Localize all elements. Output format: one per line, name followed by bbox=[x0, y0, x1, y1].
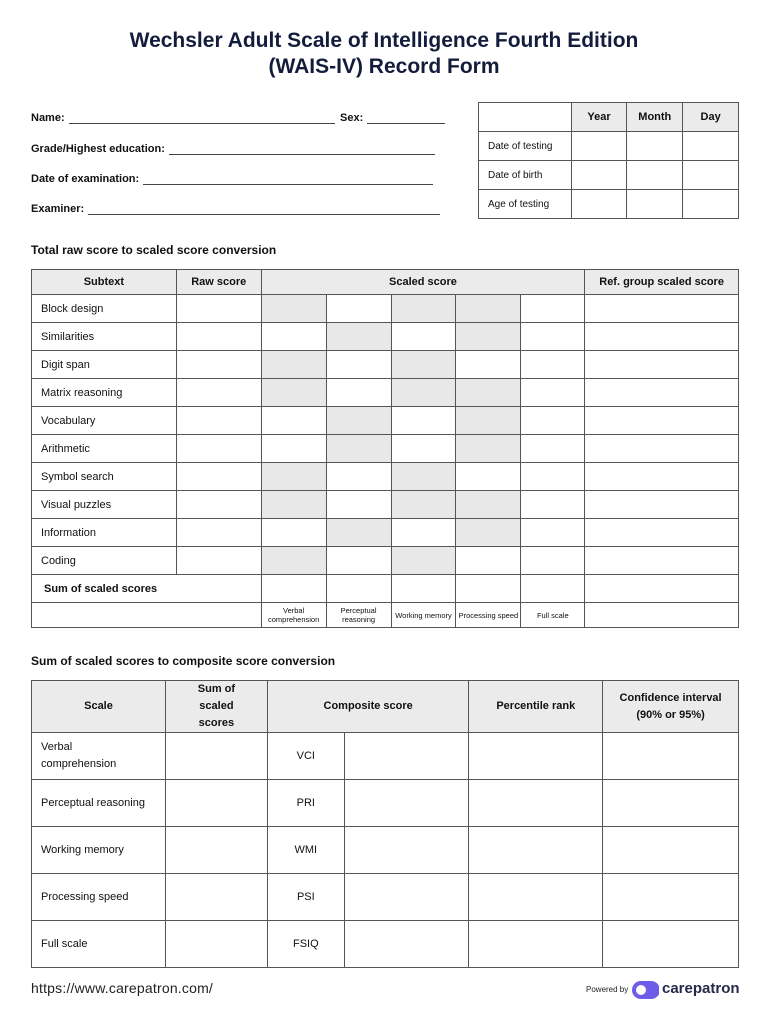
scaled-score-cell[interactable] bbox=[521, 351, 585, 379]
subtest-row bbox=[32, 519, 739, 547]
exam-date-input-line[interactable] bbox=[143, 174, 433, 185]
header-scaled-score: Scaled score bbox=[261, 270, 585, 295]
footer-url-link[interactable]: https://www.carepatron.com/ bbox=[31, 980, 214, 996]
scaled-score-cell[interactable] bbox=[261, 519, 326, 547]
scaled-score-cell[interactable] bbox=[391, 351, 456, 379]
scaled-score-cell[interactable] bbox=[521, 463, 585, 491]
sum-cell[interactable] bbox=[391, 575, 456, 603]
date-cell[interactable] bbox=[683, 190, 739, 219]
scaled-score-cell[interactable] bbox=[521, 295, 585, 323]
education-input-line[interactable] bbox=[169, 144, 435, 155]
examiner-label: Examiner: bbox=[31, 203, 85, 215]
header-subtext: Subtext bbox=[32, 270, 177, 295]
scaled-score-cell[interactable] bbox=[456, 519, 521, 547]
scaled-score-cell[interactable] bbox=[261, 351, 326, 379]
sum-cell[interactable] bbox=[585, 575, 739, 603]
scale-label: Full scale bbox=[32, 921, 166, 968]
scaled-score-cell[interactable] bbox=[456, 463, 521, 491]
header-percentile-rank: Percentile rank bbox=[469, 681, 603, 733]
confidence-interval-cell[interactable] bbox=[603, 827, 739, 874]
subtest-label: Digit span bbox=[32, 351, 177, 379]
header-sum-scaled: Sum of scaled scores bbox=[165, 681, 267, 733]
composite-code: PRI bbox=[267, 780, 344, 827]
index-label-blank bbox=[585, 603, 739, 628]
ref-group-cell[interactable] bbox=[585, 547, 739, 575]
scaled-score-cell[interactable] bbox=[456, 435, 521, 463]
examiner-input-line[interactable] bbox=[88, 204, 440, 215]
exam-date-label: Date of examination: bbox=[31, 173, 140, 185]
date-table-corner bbox=[479, 103, 572, 132]
composite-row bbox=[32, 780, 739, 827]
composite-row bbox=[32, 733, 739, 780]
date-cell[interactable] bbox=[571, 132, 627, 161]
scaled-score-cell[interactable] bbox=[456, 547, 521, 575]
carepatron-logo-icon bbox=[631, 980, 659, 1000]
scaled-score-cell[interactable] bbox=[391, 547, 456, 575]
header-composite-score: Composite score bbox=[267, 681, 469, 733]
exam-date-field[interactable] bbox=[31, 173, 433, 185]
ref-group-cell[interactable] bbox=[585, 491, 739, 519]
sum-cell[interactable] bbox=[456, 575, 521, 603]
scaled-score-cell[interactable] bbox=[521, 379, 585, 407]
ref-group-cell[interactable] bbox=[585, 435, 739, 463]
date-row-birth bbox=[479, 161, 739, 190]
sum-cell[interactable] bbox=[261, 575, 326, 603]
scaled-score-cell[interactable] bbox=[391, 463, 456, 491]
sum-scaled-cell[interactable] bbox=[165, 827, 267, 874]
date-row-label: Age of testing bbox=[479, 190, 572, 219]
date-cell[interactable] bbox=[571, 161, 627, 190]
date-row-label: Date of birth bbox=[479, 161, 572, 190]
scaled-score-cell[interactable] bbox=[391, 407, 456, 435]
subtest-row bbox=[32, 491, 739, 519]
scaled-score-cell[interactable] bbox=[521, 519, 585, 547]
composite-score-cell[interactable] bbox=[344, 733, 469, 780]
scaled-score-cell[interactable] bbox=[521, 407, 585, 435]
subtest-row bbox=[32, 323, 739, 351]
index-perceptual-reasoning: Perceptual reasoning bbox=[326, 603, 391, 628]
carepatron-brand: carepatron bbox=[662, 980, 740, 997]
scaled-score-cell[interactable] bbox=[326, 351, 391, 379]
subtest-row bbox=[32, 435, 739, 463]
scaled-score-cell[interactable] bbox=[326, 295, 391, 323]
composite-section-title: Sum of scaled scores to composite score conversion bbox=[31, 654, 336, 668]
confidence-interval-cell[interactable] bbox=[603, 874, 739, 921]
sum-scaled-cell[interactable] bbox=[165, 874, 267, 921]
header-confidence-interval: Confidence interval (90% or 95%) bbox=[603, 681, 739, 733]
sum-row bbox=[32, 575, 739, 603]
conversion-section-title: Total raw score to scaled score conversion bbox=[31, 243, 277, 257]
sex-input-line[interactable] bbox=[367, 113, 445, 124]
examiner-field[interactable] bbox=[31, 203, 440, 215]
date-cell[interactable] bbox=[627, 161, 683, 190]
scaled-score-cell[interactable] bbox=[521, 323, 585, 351]
index-working-memory: Working memory bbox=[391, 603, 456, 628]
date-cell[interactable] bbox=[627, 190, 683, 219]
page-title bbox=[0, 28, 768, 80]
scaled-score-cell[interactable] bbox=[261, 323, 326, 351]
subtest-label: Block design bbox=[32, 295, 177, 323]
sum-scaled-cell[interactable] bbox=[165, 780, 267, 827]
header-scale: Scale bbox=[32, 681, 166, 733]
sex-field[interactable] bbox=[340, 112, 445, 124]
scaled-score-cell[interactable] bbox=[326, 407, 391, 435]
percentile-rank-cell[interactable] bbox=[469, 921, 603, 968]
scaled-score-cell[interactable] bbox=[521, 491, 585, 519]
subtest-label: Information bbox=[32, 519, 177, 547]
ref-group-cell[interactable] bbox=[585, 323, 739, 351]
raw-score-cell[interactable] bbox=[176, 547, 261, 575]
scaled-score-cell[interactable] bbox=[456, 407, 521, 435]
raw-score-cell[interactable] bbox=[176, 491, 261, 519]
subtest-row bbox=[32, 295, 739, 323]
date-header-month: Month bbox=[627, 103, 683, 132]
scale-label: Verbal comprehension bbox=[32, 733, 166, 780]
raw-score-cell[interactable] bbox=[176, 295, 261, 323]
ref-group-cell[interactable] bbox=[585, 351, 739, 379]
date-cell[interactable] bbox=[683, 161, 739, 190]
scaled-score-cell[interactable] bbox=[456, 295, 521, 323]
composite-code: FSIQ bbox=[267, 921, 344, 968]
scaled-score-cell[interactable] bbox=[391, 295, 456, 323]
sum-cell[interactable] bbox=[326, 575, 391, 603]
raw-score-cell[interactable] bbox=[176, 351, 261, 379]
percentile-rank-cell[interactable] bbox=[469, 827, 603, 874]
scaled-score-cell[interactable] bbox=[326, 379, 391, 407]
subtest-row bbox=[32, 379, 739, 407]
scaled-score-cell[interactable] bbox=[456, 323, 521, 351]
raw-score-cell[interactable] bbox=[176, 407, 261, 435]
scaled-score-cell[interactable] bbox=[521, 547, 585, 575]
scaled-score-cell[interactable] bbox=[326, 547, 391, 575]
confidence-interval-cell[interactable] bbox=[603, 780, 739, 827]
subtest-label: Similarities bbox=[32, 323, 177, 351]
confidence-interval-cell[interactable] bbox=[603, 733, 739, 780]
ref-group-cell[interactable] bbox=[585, 463, 739, 491]
subtest-row bbox=[32, 407, 739, 435]
date-row-age bbox=[479, 190, 739, 219]
scaled-score-cell[interactable] bbox=[391, 323, 456, 351]
composite-code: WMI bbox=[267, 827, 344, 874]
subtest-label: Coding bbox=[32, 547, 177, 575]
name-field[interactable] bbox=[31, 112, 335, 124]
scaled-score-cell[interactable] bbox=[456, 379, 521, 407]
name-input-line[interactable] bbox=[69, 113, 335, 124]
scaled-score-cell[interactable] bbox=[261, 295, 326, 323]
sum-scaled-cell[interactable] bbox=[165, 733, 267, 780]
ref-group-cell[interactable] bbox=[585, 519, 739, 547]
percentile-rank-cell[interactable] bbox=[469, 733, 603, 780]
scaled-score-cell[interactable] bbox=[391, 435, 456, 463]
composite-score-cell[interactable] bbox=[344, 921, 469, 968]
date-table bbox=[478, 102, 739, 219]
subtest-label: Matrix reasoning bbox=[32, 379, 177, 407]
composite-code: VCI bbox=[267, 733, 344, 780]
scaled-score-cell[interactable] bbox=[261, 379, 326, 407]
scaled-score-cell[interactable] bbox=[326, 519, 391, 547]
ref-group-cell[interactable] bbox=[585, 407, 739, 435]
conversion-table bbox=[31, 269, 739, 628]
ref-group-cell[interactable] bbox=[585, 379, 739, 407]
index-label-blank bbox=[32, 603, 262, 628]
scaled-score-cell[interactable] bbox=[326, 435, 391, 463]
header-raw-score: Raw score bbox=[176, 270, 261, 295]
subtest-row bbox=[32, 547, 739, 575]
sum-cell[interactable] bbox=[521, 575, 585, 603]
subtest-label: Visual puzzles bbox=[32, 491, 177, 519]
education-field[interactable] bbox=[31, 143, 435, 155]
header-ref-group: Ref. group scaled score bbox=[585, 270, 739, 295]
composite-score-cell[interactable] bbox=[344, 874, 469, 921]
sex-label: Sex: bbox=[340, 112, 364, 124]
date-header-year: Year bbox=[571, 103, 627, 132]
scaled-score-cell[interactable] bbox=[261, 491, 326, 519]
percentile-rank-cell[interactable] bbox=[469, 874, 603, 921]
percentile-rank-cell[interactable] bbox=[469, 780, 603, 827]
education-label: Grade/Highest education: bbox=[31, 143, 165, 155]
index-verbal-comprehension: Verbal comprehension bbox=[261, 603, 326, 628]
subtest-row bbox=[32, 463, 739, 491]
composite-row bbox=[32, 921, 739, 968]
scaled-score-cell[interactable] bbox=[261, 407, 326, 435]
scaled-score-cell[interactable] bbox=[261, 435, 326, 463]
confidence-interval-cell[interactable] bbox=[603, 921, 739, 968]
raw-score-cell[interactable] bbox=[176, 463, 261, 491]
subtest-label: Symbol search bbox=[32, 463, 177, 491]
subtest-row bbox=[32, 351, 739, 379]
composite-table bbox=[31, 680, 739, 968]
composite-score-cell[interactable] bbox=[344, 780, 469, 827]
raw-score-cell[interactable] bbox=[176, 379, 261, 407]
date-row-testing bbox=[479, 132, 739, 161]
composite-row bbox=[32, 874, 739, 921]
scale-label: Working memory bbox=[32, 827, 166, 874]
composite-score-cell[interactable] bbox=[344, 827, 469, 874]
scaled-score-cell[interactable] bbox=[326, 491, 391, 519]
composite-row bbox=[32, 827, 739, 874]
sum-scaled-cell[interactable] bbox=[165, 921, 267, 968]
scaled-score-cell[interactable] bbox=[326, 463, 391, 491]
scaled-score-cell[interactable] bbox=[391, 519, 456, 547]
scaled-score-cell[interactable] bbox=[521, 435, 585, 463]
raw-score-cell[interactable] bbox=[176, 323, 261, 351]
scaled-score-cell[interactable] bbox=[456, 491, 521, 519]
scaled-score-cell[interactable] bbox=[391, 491, 456, 519]
subtest-label: Vocabulary bbox=[32, 407, 177, 435]
raw-score-cell[interactable] bbox=[176, 519, 261, 547]
date-cell[interactable] bbox=[627, 132, 683, 161]
name-label: Name: bbox=[31, 112, 65, 124]
scaled-score-cell[interactable] bbox=[391, 379, 456, 407]
index-processing-speed: Processing speed bbox=[456, 603, 521, 628]
date-cell[interactable] bbox=[571, 190, 627, 219]
composite-code: PSI bbox=[267, 874, 344, 921]
index-label-row bbox=[32, 603, 739, 628]
scale-label: Perceptual reasoning bbox=[32, 780, 166, 827]
date-row-label: Date of testing bbox=[479, 132, 572, 161]
date-header-day: Day bbox=[683, 103, 739, 132]
scaled-score-cell[interactable] bbox=[456, 351, 521, 379]
index-full-scale: Full scale bbox=[521, 603, 585, 628]
scaled-score-cell[interactable] bbox=[261, 547, 326, 575]
date-cell[interactable] bbox=[683, 132, 739, 161]
scaled-score-cell[interactable] bbox=[261, 463, 326, 491]
raw-score-cell[interactable] bbox=[176, 435, 261, 463]
powered-by-label: Powered by bbox=[586, 985, 629, 994]
title-line-1: Wechsler Adult Scale of Intelligence Fourth Edition bbox=[129, 29, 639, 52]
sum-label: Sum of scaled scores bbox=[32, 575, 262, 603]
subtest-label: Arithmetic bbox=[32, 435, 177, 463]
scale-label: Processing speed bbox=[32, 874, 166, 921]
title-line-2: (WAIS-IV) Record Form bbox=[268, 55, 500, 78]
scaled-score-cell[interactable] bbox=[326, 323, 391, 351]
ref-group-cell[interactable] bbox=[585, 295, 739, 323]
